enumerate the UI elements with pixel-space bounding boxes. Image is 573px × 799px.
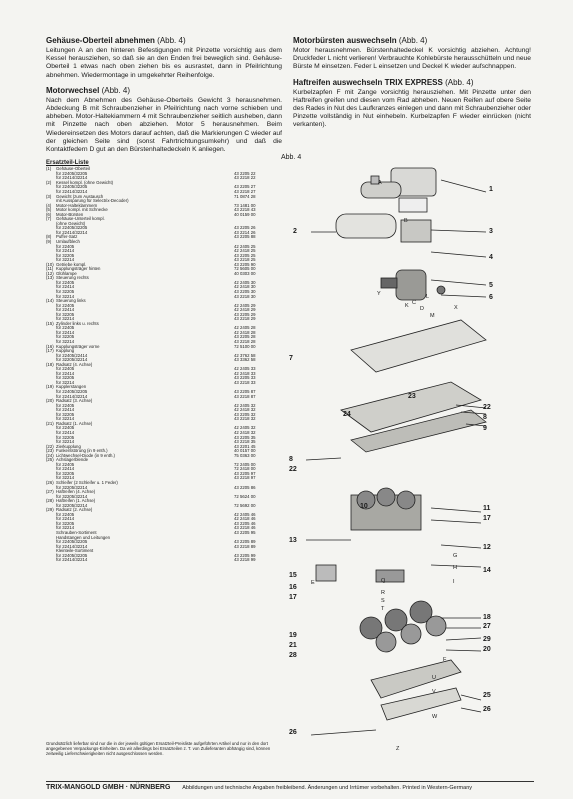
part-number: (1): [46, 166, 52, 172]
part-description: für 22414/32214: [56, 229, 88, 235]
part-number: (3): [46, 193, 52, 199]
part-number: (11): [46, 266, 54, 272]
part-number: (5): [46, 207, 52, 213]
figure-label-3: 3: [489, 228, 493, 235]
figure-letter-X: X: [454, 305, 458, 311]
part-number: (23): [46, 448, 54, 454]
part-code: 43 2218 35: [234, 439, 256, 445]
part-code: 43 2205 86: [234, 484, 256, 490]
part-description: für 22405: [56, 366, 75, 372]
figure-label-29: 29: [483, 636, 491, 643]
footer-disclaimer: Abbildungen und technische Angaben freibleibend. Änderungen und Irrtümer vorbehalten. Printed in Western-Germany: [182, 785, 472, 791]
part-code: 72 5624 00: [234, 493, 256, 499]
part-number: (21): [46, 420, 54, 426]
part-description: für 22405: [56, 511, 75, 517]
part-code: 42 2418 46: [234, 516, 256, 522]
figure-label-11: 11: [483, 505, 491, 512]
part-description: Motor-Halteklammern: [56, 202, 98, 208]
part-description: für 32205/32214: [56, 502, 88, 508]
figure-letter-Q: Q: [381, 578, 386, 584]
motor-instructions: Nach dem Abnehmen des Gehäuse-Oberteils Gewicht 3 herausnehmen. Abdeckung B mit Schraubenzieher in Pfeilrichtung nach vorne schieben und abheben. Motor-Haltekiammern 4 mit Schraubenzieher seitlich ausheben, dann mit Pinzette nach oben abziehen. Motor 5 herausnehmen. Beim Wiedereinsetzen des Motors darauf achten, daß die Markierungen C wieder auf der gleichen Seite sind (sonst Fahrtrichtungsumkehr) und daß die Kontaktfedern D gut an den Bürstenhaltedeckeln K anliegen.: [46, 96, 282, 154]
part-code: 72 5100 00: [234, 343, 256, 349]
figure-label-22: 22: [483, 404, 491, 411]
part-code: 40 0157 00: [234, 448, 256, 454]
figure-letter-K: K: [405, 303, 409, 309]
part-code: 43 2218 43: [234, 207, 256, 213]
part-description: für 22414: [56, 307, 75, 313]
figure-letter-T: T: [381, 606, 385, 612]
part-description: Radsatz (1. Achse): [56, 420, 93, 426]
part-description: Puffer-Satz: [56, 234, 78, 240]
part-code: 43 2205 46: [234, 520, 256, 526]
part-description: Schleifer (2 Schleifer u. 1 Feder): [56, 479, 118, 485]
housing-instructions: Leitungen A an den hinteren Befestigungen mit Pinzette vorsichtig aus dem Kessel herausziehen, so daß sie an den Enden frei beweglich sind. Gehäuse-Oberteil 1 etwas nach oben ziehen bis es ausrastet, dann in Pfeilrichtung abnehmen. Wiedermontage in umgekehrter Reihenfolge.: [46, 47, 282, 79]
part-description: für 32214: [56, 293, 75, 299]
part-description: für 22414: [56, 516, 75, 522]
figure-label-8: 8: [483, 414, 487, 421]
part-code: 43 2218 97: [234, 475, 256, 481]
figure-label-23: 23: [408, 393, 416, 400]
part-code: 42 2405 25: [234, 243, 256, 249]
figure-label-14: 14: [483, 567, 491, 574]
part-description: für 22405/32205: [56, 389, 88, 395]
part-description: für 22405: [56, 461, 75, 467]
part-description: Motor-Bürsten: [56, 211, 84, 217]
exploded-view-diagram: [281, 160, 511, 770]
section-heading-tyres: Haftreifen auswechseln TRIX EXPRESS (Abb. 4): [293, 77, 474, 87]
part-description: Radsatz (4. Achse): [56, 361, 93, 367]
part-code: 72 5605 00: [234, 266, 256, 272]
figure-label-9: 9: [483, 425, 487, 432]
part-description: für 22405: [56, 425, 75, 431]
part-number: (19): [46, 384, 54, 390]
part-description: Gehäuse-Unterteil kompl.: [56, 216, 105, 222]
part-description: Kessel kompl. (ohne Gewicht): [56, 179, 114, 185]
figure-label-5: 5: [489, 282, 493, 289]
part-code: 43 2218 22: [234, 175, 256, 181]
figure-label-25: 25: [483, 692, 491, 699]
part-number: (14): [46, 298, 54, 304]
part-code: 43 2218 87: [234, 393, 256, 399]
part-description: für 32214: [56, 416, 75, 422]
part-description: für 32214: [56, 525, 75, 531]
part-code: 43 2205 97: [234, 470, 256, 476]
part-code: 72 2418 00: [234, 466, 256, 472]
figure-letter-V: V: [432, 689, 436, 695]
part-number: (26): [46, 479, 54, 485]
part-code: 43 2205 22: [234, 170, 256, 176]
part-code: 42 2405 29: [234, 302, 256, 308]
part-number: (8): [46, 234, 52, 240]
figure-label-10: 10: [360, 503, 368, 510]
part-number: (2): [46, 179, 52, 185]
figure-label-22b: 22: [289, 466, 297, 473]
figure-letter-G: G: [453, 553, 458, 559]
part-code: 43 2205 87: [234, 389, 256, 395]
figure-letter-L: L: [426, 294, 430, 300]
part-description: Gewicht (zum Austausch: [56, 193, 104, 199]
parts-list-title: Ersatzteil-Liste: [46, 160, 89, 167]
part-description: für 22414: [56, 407, 75, 413]
part-description: für 32205: [56, 334, 75, 340]
part-description: für 32205: [56, 520, 75, 526]
part-description: Steuerung links: [56, 298, 86, 304]
figure-label-12: 12: [483, 544, 491, 551]
part-description: mit Aussparung für Selectrix-Decoder): [56, 198, 129, 204]
part-code: 42 2418 32: [234, 407, 256, 413]
part-description: für 32205: [56, 375, 75, 381]
figure-letter-B: B: [404, 218, 408, 224]
part-number: (7): [46, 216, 52, 222]
part-code: 43 2205 99: [234, 552, 256, 558]
part-description: für 32214: [56, 316, 75, 322]
figure-label-21: 21: [289, 642, 297, 649]
part-description: für 32214: [56, 339, 75, 345]
part-code: 43 2201 45: [234, 443, 256, 449]
part-description: für 22405: [56, 302, 75, 308]
part-description: Motor kompl. mit Schnecke: [56, 207, 108, 213]
part-description: Zierkupplung: [56, 443, 81, 449]
part-code: 43 2205 88: [234, 234, 256, 240]
part-description: für 32205: [56, 311, 75, 317]
part-description: für 22405: [56, 402, 75, 408]
part-code: 40 0303 00: [234, 270, 256, 276]
part-description: Achslagerblende: [56, 457, 89, 463]
part-code: 43 2205 30: [234, 289, 256, 294]
part-description: (ohne Gewicht): [56, 220, 86, 226]
part-code: 43 2218 28: [234, 339, 256, 345]
part-description: Zylinder links u. rechts: [56, 320, 99, 326]
figure-letter-A: A: [378, 180, 382, 186]
figure-letter-C: C: [412, 300, 416, 306]
part-number: (20): [46, 398, 54, 404]
figure-label-6: 6: [489, 294, 493, 301]
part-description: Radsatz (3. Achse): [56, 398, 93, 404]
part-code: 43 2218 32: [234, 416, 256, 422]
tyres-instructions: Kurbelzapfen F mit Zange vorsichtig herausziehen. Mit Pinzette unter den Haftreifen greifen und diesen vom Rad abheben. Neuen Reifen auf obere Seite des Rades in Nut des Laufkranzes einlegen und dann mit Schraubenzieher oder Pinzette vollständig in Nut einhebeln. Kurbelzapfen F wieder einrücken (nicht verkanten).: [293, 88, 531, 129]
part-code: 43 2205 26: [234, 225, 256, 231]
part-code: 42 2405 33: [234, 366, 256, 372]
part-description: für 32205: [56, 289, 75, 294]
part-description: für 32205/32214: [56, 493, 88, 499]
part-number: (28): [46, 498, 54, 504]
part-code: 43 2205 95: [234, 529, 256, 535]
part-number: (17): [46, 348, 54, 354]
part-code: 42 2418 30: [234, 284, 256, 290]
figure-label-28: 28: [289, 652, 297, 659]
figure-letter-U: U: [432, 675, 436, 681]
section-heading-brushes: Motorbürsten auswechseln (Abb. 4): [293, 36, 428, 45]
part-number: (27): [46, 489, 54, 495]
figure-label-26b: 26: [289, 729, 297, 736]
part-description: Lichtwechsel-Diode (in 9 enth.): [56, 452, 115, 458]
part-code: 42 2405 28: [234, 325, 256, 331]
figure-letter-M: M: [430, 313, 435, 319]
part-code: 43 2218 46: [234, 525, 256, 531]
figure-caption: Abb. 4: [281, 154, 302, 161]
figure-label-19: 19: [289, 632, 297, 639]
part-description: für 22414/32214: [56, 188, 88, 194]
part-description: für 22414/32214: [56, 175, 88, 181]
part-description: für 32214: [56, 379, 75, 385]
part-code: 42 2418 33: [234, 370, 256, 376]
part-description: für 22405/32205: [56, 539, 88, 545]
part-description: Schrauben-Sortiment: [56, 529, 97, 535]
figure-label-15: 15: [289, 572, 297, 579]
figure-letter-H: H: [453, 565, 457, 571]
figure-label-8b: 8: [289, 456, 293, 463]
part-code: 42 2405 32: [234, 402, 256, 408]
part-description: für 22405/32205: [56, 170, 88, 176]
part-description: Haftreifen (4. Achse): [56, 489, 96, 495]
part-code: 43 2205 90: [234, 261, 256, 267]
part-code: 42 2418 29: [234, 307, 256, 313]
part-number: (6): [46, 211, 52, 217]
figure-label-27: 27: [483, 623, 491, 630]
figure-letter-Z: Z: [396, 746, 400, 752]
left-column: [46, 36, 282, 563]
part-code: 43 2218 25: [234, 257, 256, 263]
part-code: 43 2205 32: [234, 411, 256, 417]
part-code: 43 2205 25: [234, 252, 256, 258]
part-description: für 32205: [56, 411, 75, 417]
part-description: für 32214: [56, 475, 75, 481]
part-description: für 32214: [56, 257, 75, 263]
part-description: für 32205/32214: [56, 484, 88, 490]
figure-label-17: 17: [289, 594, 297, 601]
part-number: (24): [46, 452, 54, 458]
part-description: für 22414/32214: [56, 543, 88, 549]
part-description: für 22405/32205: [56, 184, 88, 190]
figure-label-26: 26: [483, 706, 491, 713]
part-description: Radsatz (2. Achse): [56, 507, 93, 513]
part-description: Umlaufblech: [56, 238, 80, 244]
part-description: Gehäuse-Oberteil: [56, 166, 90, 172]
figure-label-2: 2: [293, 228, 297, 235]
part-code: 42 2418 32: [234, 429, 256, 435]
figure-letter-R: R: [381, 590, 385, 596]
part-description: für 22405: [56, 279, 75, 285]
figure-label-20: 20: [483, 646, 491, 653]
part-code: 43 2218 89: [234, 543, 256, 549]
section-heading-motor: Motorwechsel (Abb. 4): [46, 85, 131, 95]
part-description: für 22414: [56, 370, 75, 376]
figure-letter-I: I: [453, 579, 455, 585]
part-description: Kupplungsträger vorne: [56, 343, 100, 349]
part-code: 43 2218 30: [234, 293, 256, 299]
part-code: 72 5692 00: [234, 502, 256, 508]
part-code: 71 0874 28: [234, 193, 256, 199]
part-code: 42 2405 46: [234, 511, 256, 517]
part-number: (18): [46, 361, 54, 367]
part-number: (16): [46, 343, 54, 349]
part-description: für 22405: [56, 243, 75, 249]
part-number: (15): [46, 320, 54, 326]
part-code: 75 0363 00: [234, 452, 256, 458]
part-code: 72 2405 00: [234, 461, 256, 467]
figure-label-13: 13: [289, 537, 297, 544]
figure-label-17b: 17: [483, 515, 491, 522]
part-description: für 22414: [56, 429, 75, 435]
part-code: 42 3762 58: [234, 352, 256, 358]
part-description: für 22414/32214: [56, 557, 88, 563]
part-description: für 22414: [56, 284, 75, 290]
part-description: Handstangen und Leitungen: [56, 534, 110, 540]
part-code: 43 2218 99: [234, 557, 256, 563]
part-description: für 32205/32214: [56, 357, 88, 363]
part-code: 43 3362 58: [234, 357, 256, 363]
part-code: 43 2205 35: [234, 434, 256, 440]
figure-letter-Y: Y: [377, 291, 381, 297]
figure-letter-W: W: [432, 714, 438, 720]
part-description: Kupplung: [56, 348, 75, 354]
part-code: 73 1481 00: [234, 202, 256, 208]
part-description: für 22405/32205: [56, 225, 88, 231]
figure-label-1: 1: [489, 186, 493, 193]
part-description: Haftreifen (1. Achse): [56, 498, 96, 504]
footer: [46, 784, 472, 791]
part-description: für 32205: [56, 252, 75, 258]
part-code: 43 2218 33: [234, 379, 256, 385]
part-description: Glühlampe: [56, 270, 77, 276]
part-description: für 22405: [56, 325, 75, 331]
figure-letter-F: F: [443, 657, 447, 663]
part-number: (10): [46, 261, 54, 267]
section-heading-housing: Gehäuse-Oberteil abnehmen (Abb. 4): [46, 36, 186, 45]
part-description: für 22414/32214: [56, 393, 88, 399]
figure-label-24: 24: [343, 411, 351, 418]
part-description: für 22405/22414: [56, 352, 88, 358]
part-description: Kupplungsträger hinten: [56, 266, 101, 272]
figure-letter-S: S: [381, 598, 385, 604]
figure-letter-E: E: [311, 580, 315, 586]
company-name: TRIX-MANGOLD GMBH · NÜRNBERG: [46, 784, 171, 791]
part-description: für 32205: [56, 434, 75, 440]
part-description: für 32214: [56, 439, 75, 445]
part-number: (4): [46, 202, 52, 208]
figure-label-16: 16: [289, 584, 297, 591]
part-code: 43 2205 33: [234, 375, 256, 381]
part-number: [46, 558, 56, 563]
part-code: 42 2418 28: [234, 329, 256, 335]
brushes-instructions: Motor herausnehmen. Bürstenhaltedeckel K vorsichtig abziehen. Achtung! Druckfeder L nicht verlieren! Verbrauchte Kohlebürste herausschütteln und neue Bürste M einsetzen. Feder L einsetzen und Deckel K wieder aufschnappen.: [293, 47, 531, 71]
part-code: 42 2418 25: [234, 248, 256, 254]
part-code: 42 2405 32: [234, 425, 256, 431]
part-code: 42 2405 30: [234, 279, 256, 285]
figure-label-4: 4: [489, 254, 493, 261]
part-description: Kupplerstangen: [56, 384, 87, 390]
parts-row: [46, 558, 282, 563]
part-number: (12): [46, 270, 54, 276]
part-code: 43 2218 27: [234, 188, 256, 194]
right-column: [293, 36, 531, 136]
part-description: für 22414: [56, 329, 75, 335]
part-number: (29): [46, 507, 54, 513]
part-description: für 22414: [56, 248, 75, 254]
availability-note: Grundsätzlich lieferbar sind nur die in der jeweils gültigen Ersatzteil-Preisliste aufgeführten Artikel und nur in den dort angegebenen Verpackungs-Einheiten. Da wir allerdings bei Ersatzteilen z. T. von Zulieferanten abhängig sind, können zeitweilig Lieferschwierigkeiten nicht ausgeschlossen werden.: [46, 741, 271, 756]
part-code: 43 2205 89: [234, 539, 256, 545]
figure-label-7: 7: [289, 355, 293, 362]
part-description: für 22405/32205: [56, 552, 88, 558]
part-description: für 22414: [56, 466, 75, 472]
part-description: Funkentstörung (in 9 enth.): [56, 448, 108, 454]
part-number: (22): [46, 443, 54, 449]
part-number: (25): [46, 457, 54, 463]
figure-label-18: 18: [483, 614, 491, 621]
part-code: 43 2218 29: [234, 316, 256, 322]
figure-letter-D: D: [420, 306, 424, 312]
part-code: 43 2205 28: [234, 334, 256, 340]
part-description: Getriebe kompl.: [56, 261, 87, 267]
part-code: 43 2214 26: [234, 229, 256, 235]
part-description: für 32205: [56, 470, 75, 476]
part-number: (9): [46, 238, 52, 244]
part-description: Steuerung rechts: [56, 275, 89, 281]
footer-rule: [46, 781, 534, 782]
parts-list-table: [46, 167, 282, 563]
part-code: 43 2205 29: [234, 311, 256, 317]
part-number: (13): [46, 275, 54, 281]
part-code: 40 0159 00: [234, 211, 256, 217]
part-code: 43 2205 27: [234, 184, 256, 190]
part-description: Kleinteile-Sortiment: [56, 548, 94, 554]
